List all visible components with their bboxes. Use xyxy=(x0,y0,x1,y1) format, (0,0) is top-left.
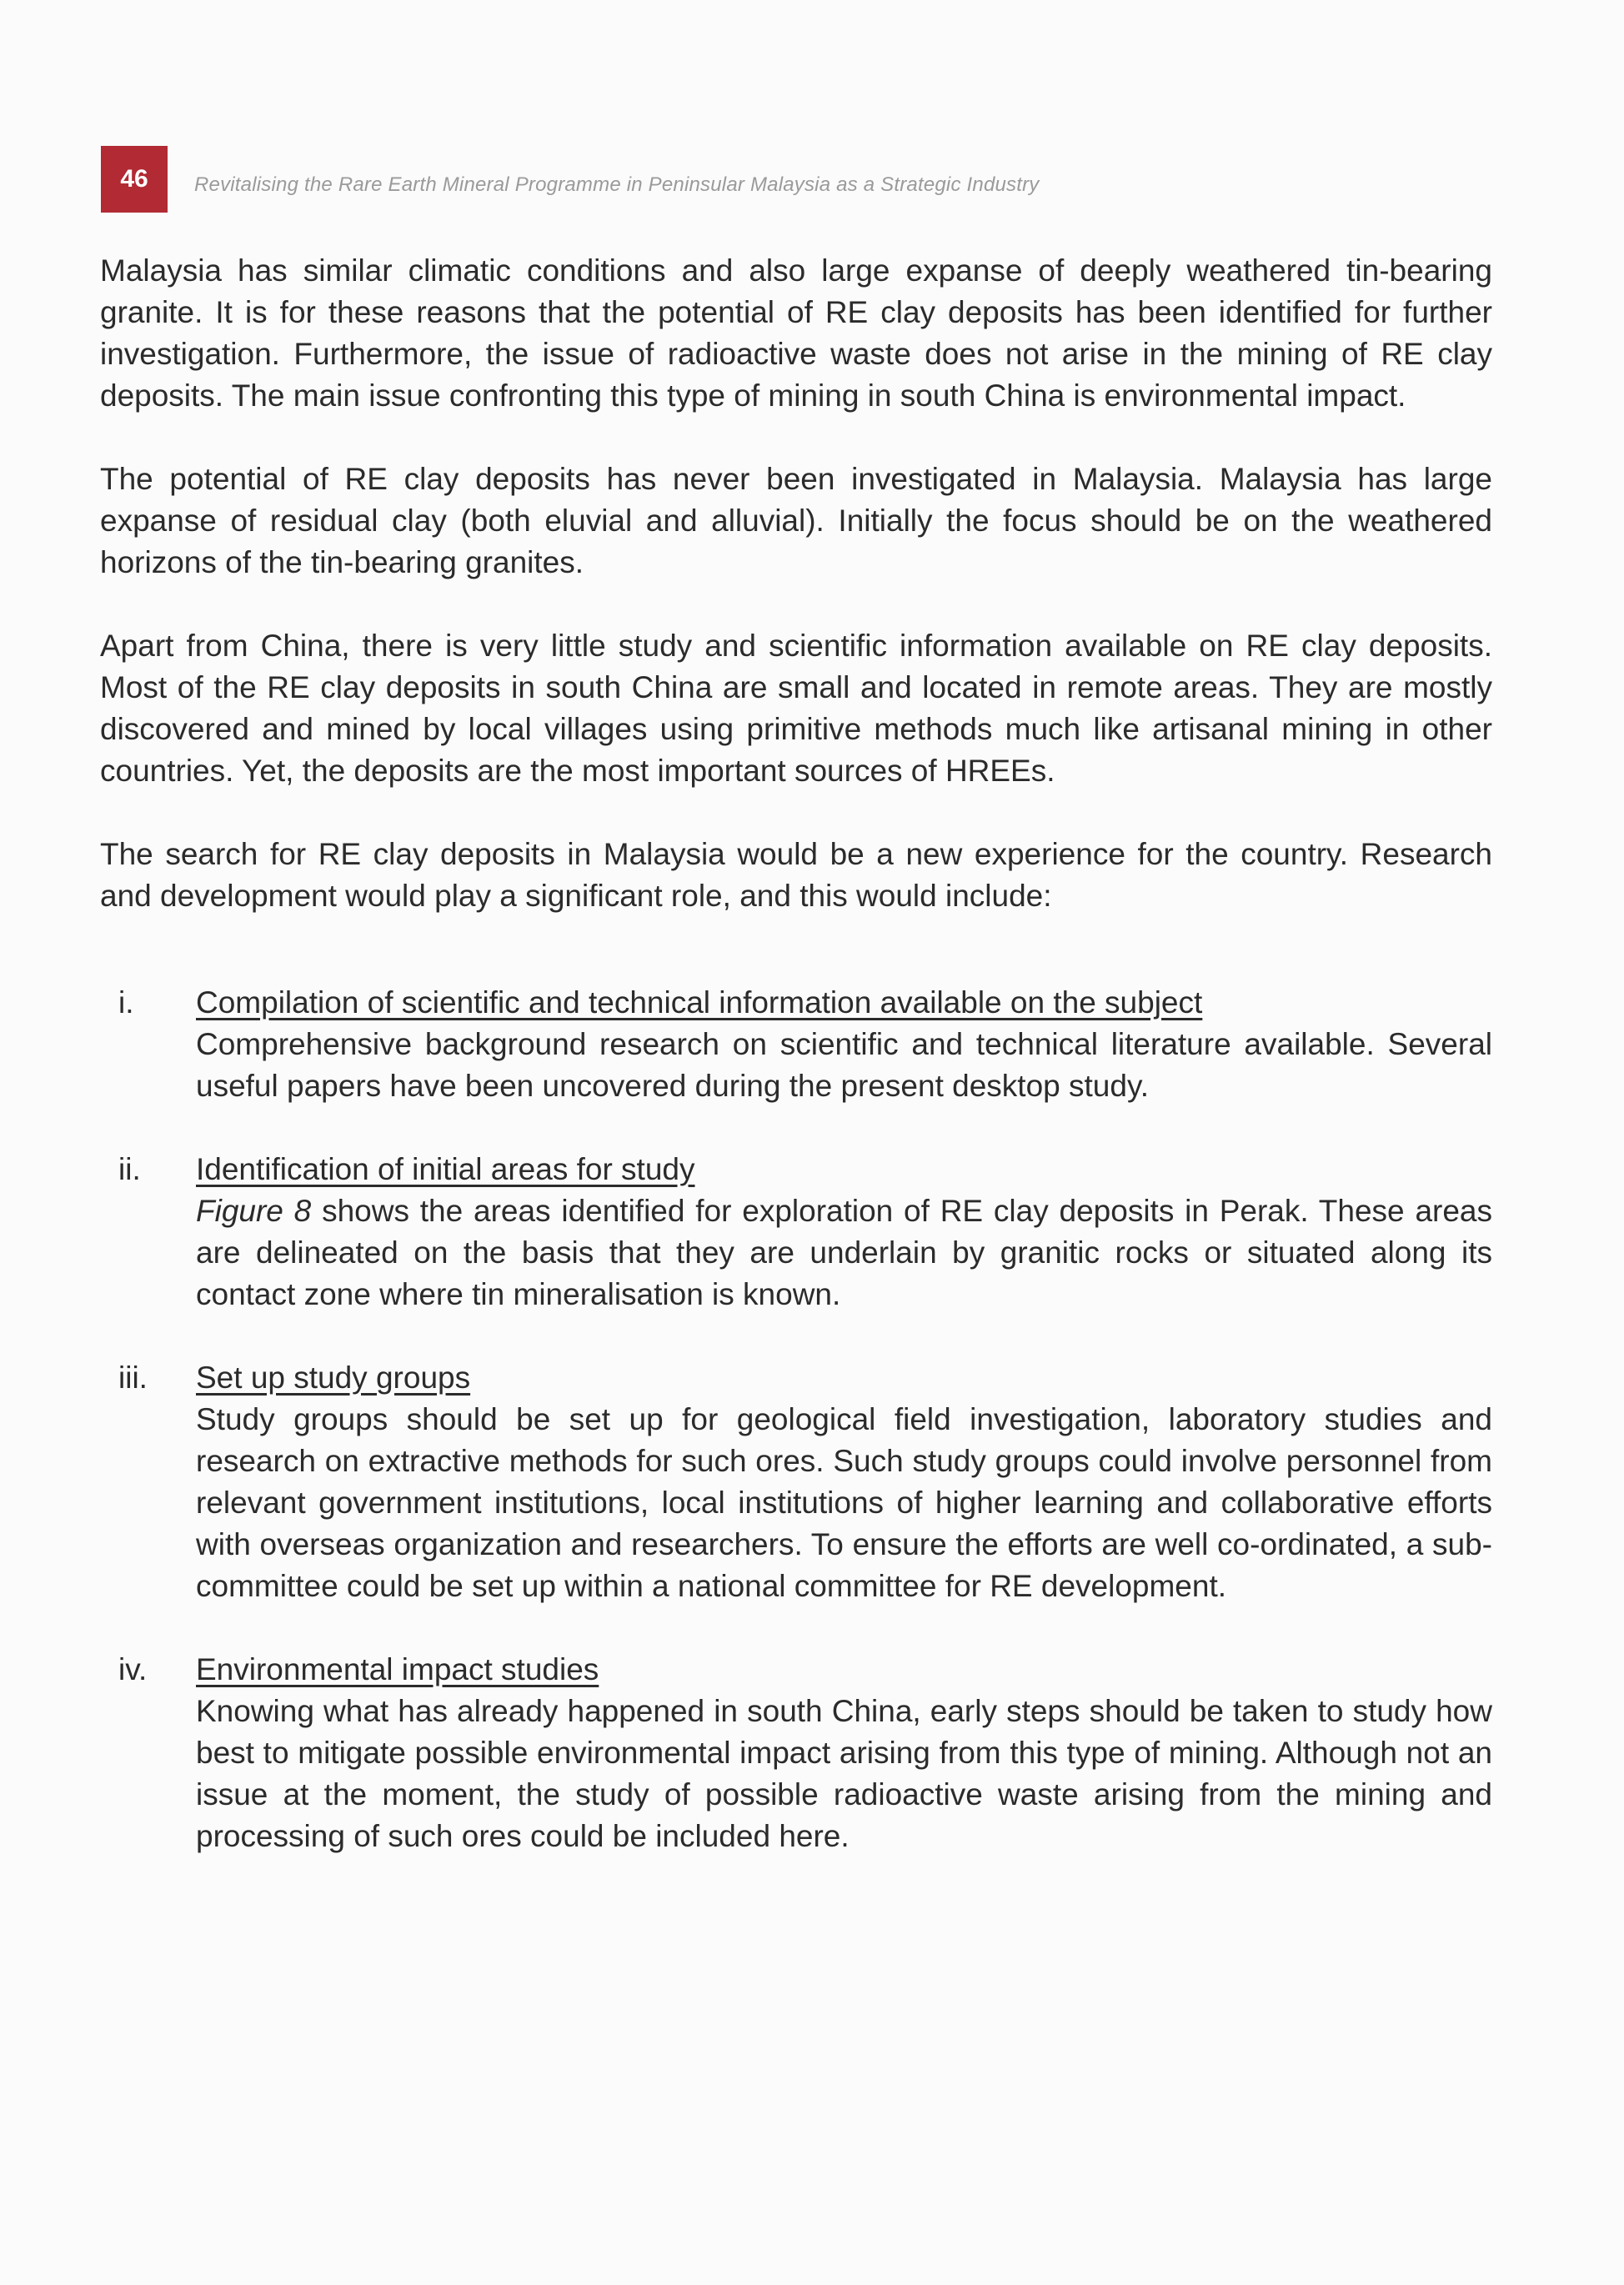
running-title: Revitalising the Rare Earth Mineral Programme in Peninsular Malaysia as a Strategic Industry xyxy=(194,173,1040,196)
list-item-text: Comprehensive background research on scientific and technical literature available. Several useful papers have been uncovered during the present desktop study. xyxy=(196,1027,1492,1103)
list-item xyxy=(100,982,1492,1107)
list-item-number: iv. xyxy=(118,1652,148,1686)
paragraph-3: Apart from China, there is very little study and scientific information available on RE clay deposits. Most of the RE clay deposits in south China are small and located in remote areas. They are mostly discovered and mined by local villages using primitive methods much like artisanal mining in other countries. Yet, the deposits are the most important sources of HREEs. xyxy=(100,629,1492,788)
list-item-title: Set up study groups xyxy=(196,1360,471,1395)
list-item-text-container xyxy=(196,1190,1492,1315)
paragraph-4: The search for RE clay deposits in Malaysia would be a new experience for the country. Research and development would play a significant role, and this would include: xyxy=(100,837,1492,913)
list-item-body xyxy=(196,982,1492,1107)
body-content xyxy=(100,250,1492,1899)
list-item-body xyxy=(196,1649,1492,1857)
list-item-body xyxy=(196,1357,1492,1607)
page-number: 46 xyxy=(101,146,168,213)
list-item xyxy=(100,1357,1492,1607)
list-item xyxy=(100,1649,1492,1857)
list-item-number: ii. xyxy=(118,1152,141,1186)
list-item-text: Study groups should be set up for geological field investigation, laboratory studies and research on extractive methods for such ores. Such study groups could involve personnel from relevant government institutions, local institutions of higher learning and collaborative efforts with overseas organization and researchers. To ensure the efforts are well co-ordinated, a sub-committee could be set up within a national committee for RE development. xyxy=(196,1402,1492,1603)
list-item-number: i. xyxy=(118,985,134,1020)
list-item-text: Knowing what has already happened in south China, early steps should be taken to study how best to mitigate possible environmental impact arising from this type of mining. Although not an issue at the moment, the study of possible radioactive waste arising from the mining and processing of such ores could be included here. xyxy=(196,1694,1492,1853)
list-item-text: shows the areas identified for exploration of RE clay deposits in Perak. These areas are delineated on the basis that they are underlain by granitic rocks or situated along its contact zone where tin mineralisation is known. xyxy=(196,1194,1492,1311)
list-item-title: Environmental impact studies xyxy=(196,1652,599,1686)
research-list xyxy=(100,982,1492,1857)
figure-reference: Figure 8 xyxy=(196,1194,312,1228)
page-header xyxy=(101,146,1040,213)
paragraph-2: The potential of RE clay deposits has never been investigated in Malaysia. Malaysia has large expanse of residual clay (both eluvial and alluvial). Initially the focus should be on the weathered horizons of the tin-bearing granites. xyxy=(100,462,1492,579)
list-item xyxy=(100,1149,1492,1315)
paragraph-1: Malaysia has similar climatic conditions and also large expanse of deeply weathered tin-bearing granite. It is for these reasons that the potential of RE clay deposits has been identified for further investigation. Furthermore, the issue of radioactive waste does not arise in the mining of RE clay deposits. The main issue confronting this type of mining in south China is environmental impact. xyxy=(100,253,1492,413)
list-item-number: iii. xyxy=(118,1360,148,1395)
list-item-body xyxy=(196,1149,1492,1315)
list-item-title: Compilation of scientific and technical information available on the subject xyxy=(196,985,1203,1020)
list-item-title: Identification of initial areas for study xyxy=(196,1152,695,1186)
